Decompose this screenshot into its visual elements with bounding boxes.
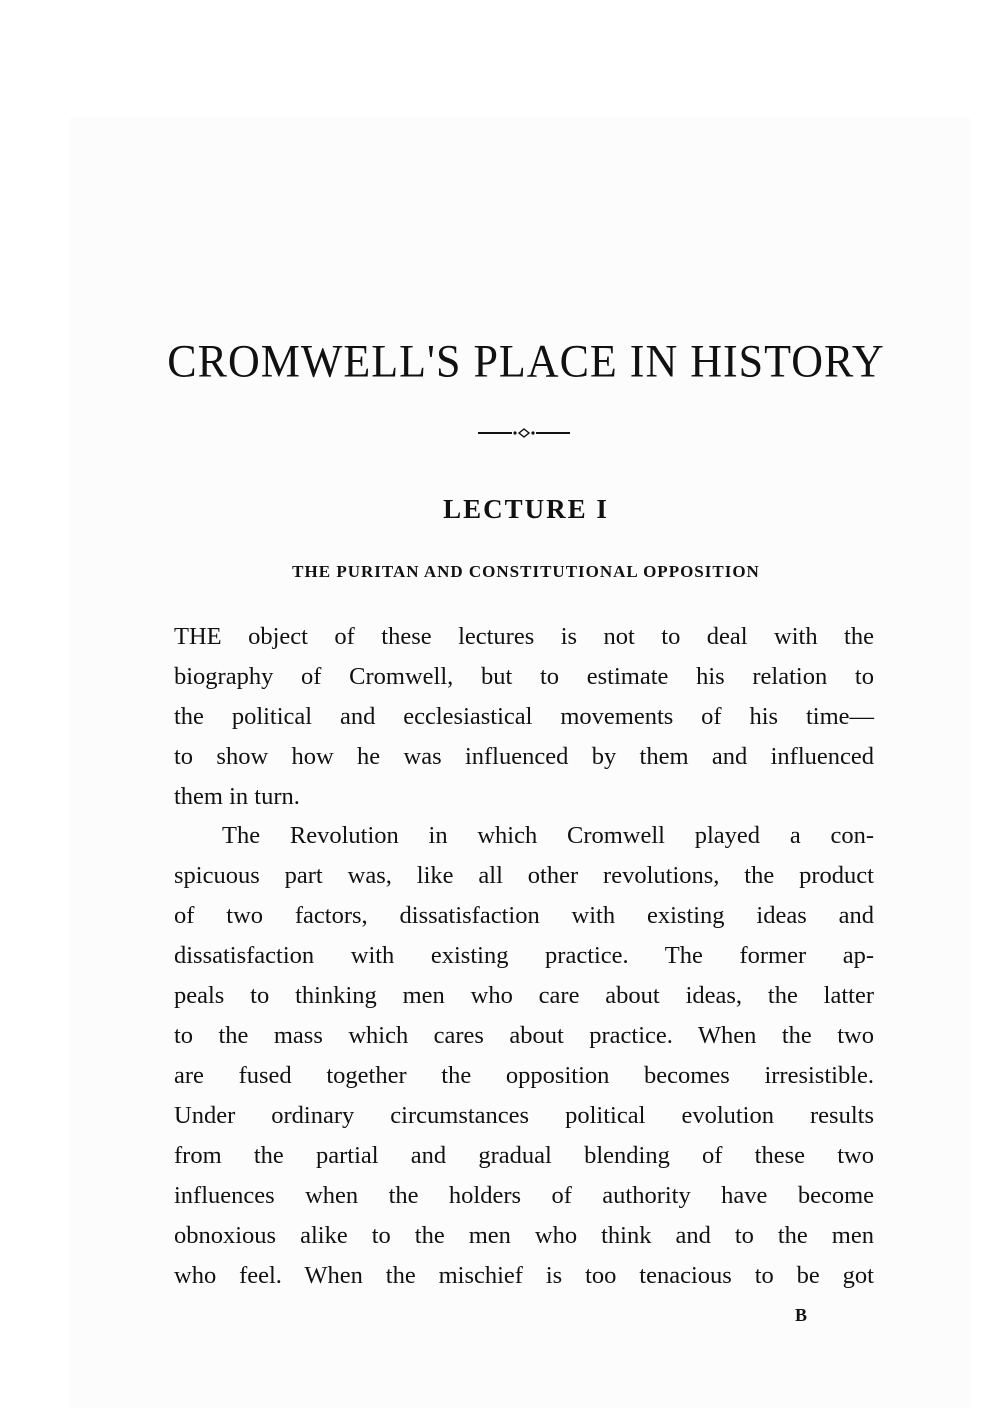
text-line: to the mass which cares about practice. When the two [174,1022,874,1049]
text-line: who feel. When the mischief is too tenacious to be got [174,1262,874,1289]
signature-mark: B [795,1305,808,1325]
text-line: obnoxious alike to the men who think and to the men [174,1222,874,1249]
text-line: from the partial and gradual blending of these two [174,1142,874,1169]
text-line: Under ordinary circumstances political evolution results [174,1102,874,1129]
text-line: biography of Cromwell, but to estimate his relation to [174,663,874,690]
book-title: CROMWELL'S PLACE IN HISTORY [167,335,885,388]
lecture-heading: LECTURE I [443,494,609,524]
lecture-subtitle: THE PURITAN AND CONSTITUTIONAL OPPOSITION [292,562,760,581]
text-line: influences when the holders of authority have become [174,1182,874,1209]
text-line: THE object of these lectures is not to deal with the [174,623,874,650]
text-line: them in turn. [174,783,300,810]
text-line: dissatisfaction with existing practice. The former ap- [174,942,874,969]
ornament-divider [478,426,570,440]
text-line: The Revolution in which Cromwell played a con- [222,822,874,849]
text-line: spicuous part was, like all other revolutions, the product [174,862,874,889]
text-line: are fused together the opposition becomes irresistible. [174,1062,874,1089]
text-line: the political and ecclesiastical movements of his time— [174,703,874,730]
text-line: to show how he was influenced by them and influenced [174,743,874,770]
paragraph-1 [174,617,874,817]
paragraph-2 [174,816,874,1296]
text-line: peals to thinking men who care about ideas, the latter [174,982,874,1009]
text-line: of two factors, dissatisfaction with existing ideas and [174,902,874,929]
